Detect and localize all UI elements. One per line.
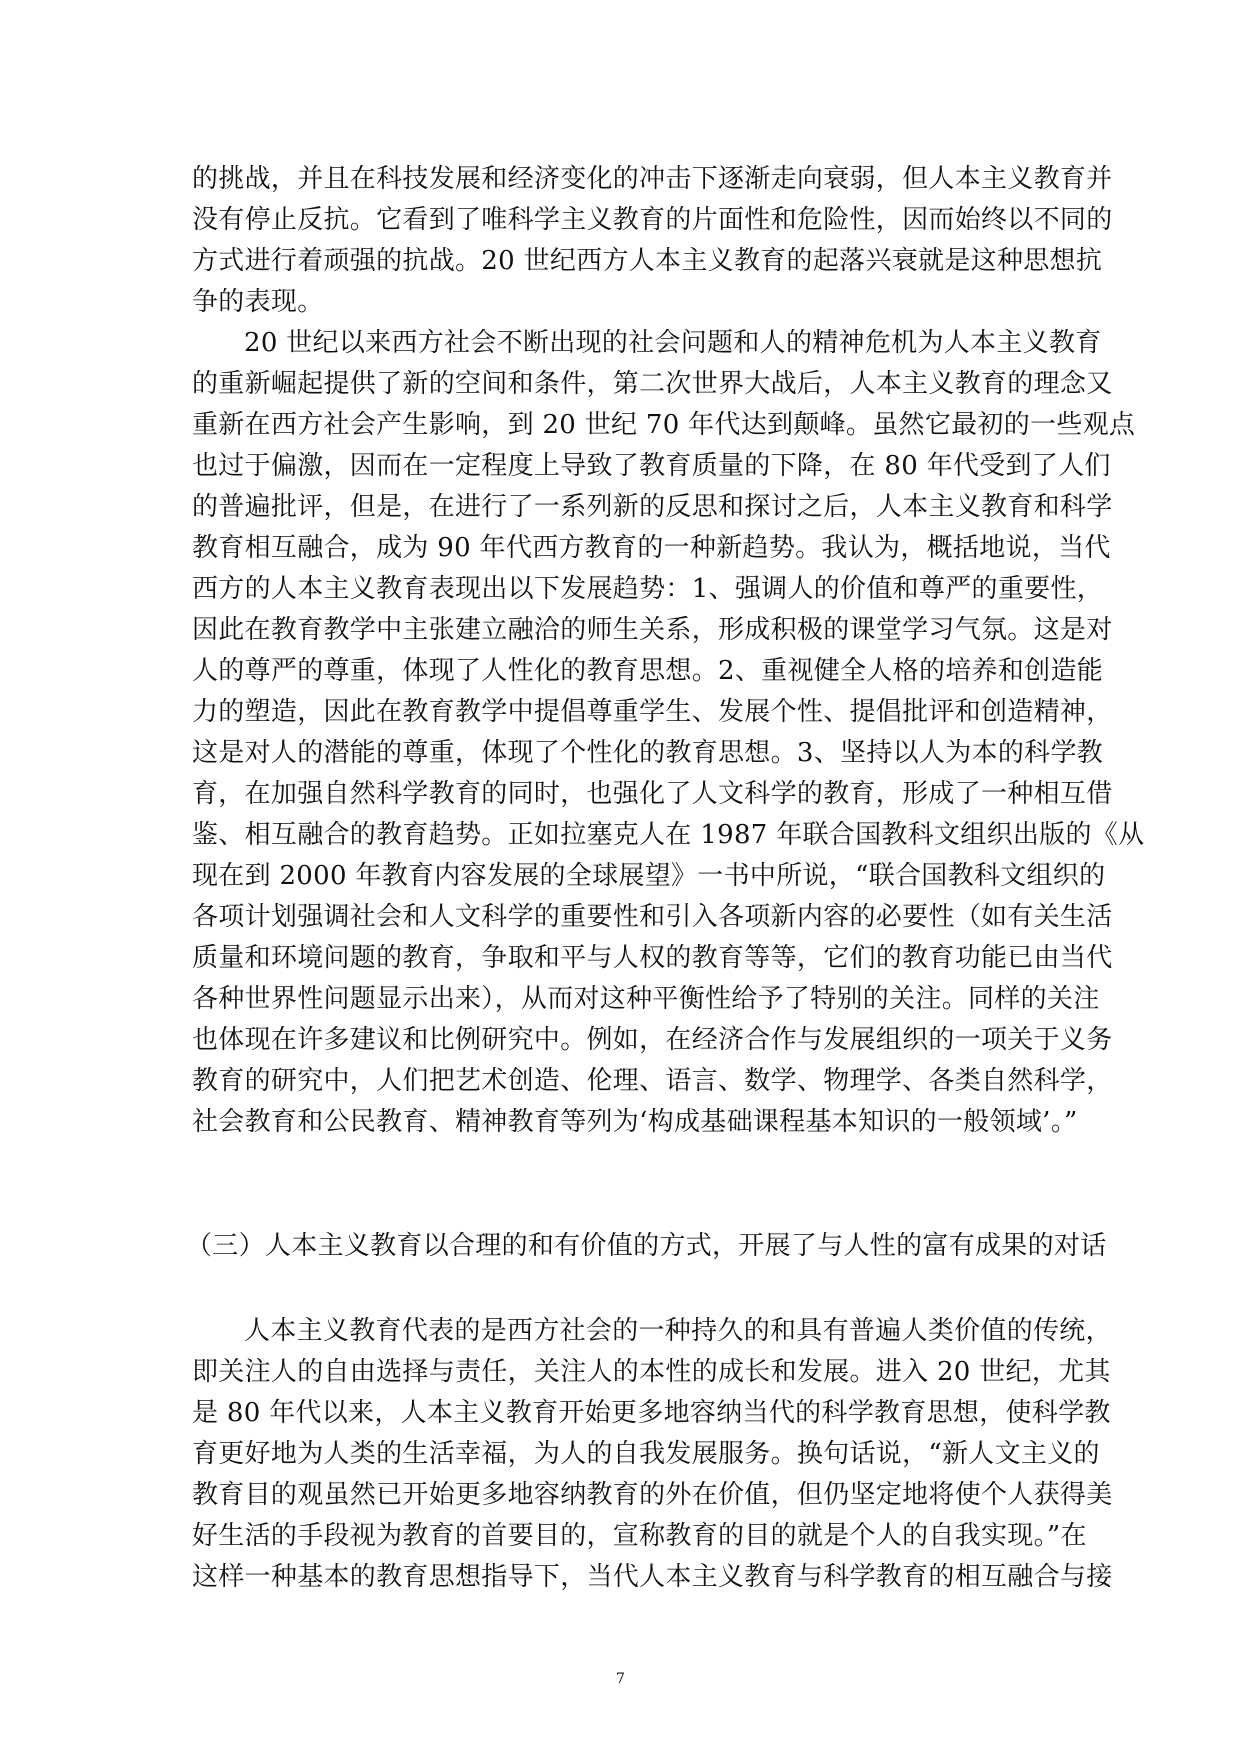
text-line: 争的表现。 bbox=[192, 287, 324, 317]
text-line: 20 世纪以来西方社会不断出现的社会问题和人的精神危机为人本主义教育 bbox=[244, 328, 1102, 358]
text-line: 的挑战，并且在科技发展和经济变化的冲击下逐渐走向衰弱，但人本主义教育并 bbox=[192, 164, 1113, 194]
text-line: 重新在西方社会产生影响，到 20 世纪 70 年代达到颠峰。虽然它最初的一些观点 bbox=[192, 410, 1136, 440]
text-line: 好生活的手段视为教育的首要目的，宣称教育的目的就是个人的自我实现。”在 bbox=[192, 1521, 1087, 1551]
text-line: 人的尊严的尊重，体现了人性化的教育思想。2、重视健全人格的培养和创造能 bbox=[192, 656, 1104, 686]
text-line: 教育相互融合，成为 90 年代西方教育的一种新趋势。我认为，概括地说，当代 bbox=[192, 533, 1111, 563]
text-line: 是 80 年代以来，人本主义教育开始更多地容纳当代的科学教育思想，使科学教 bbox=[192, 1398, 1111, 1428]
text-line: 各种世界性问题显示出来），从而对这种平衡性给予了特别的关注。同样的关注 bbox=[192, 984, 1100, 1014]
text-line: 现在到 2000 年教育内容发展的全球展望》一书中所说，“联合国教科文组织的 bbox=[192, 861, 1106, 891]
text-line: 的重新崛起提供了新的空间和条件，第二次世界大战后，人本主义教育的理念又 bbox=[192, 369, 1113, 399]
text-line: 这是对人的潜能的尊重，体现了个性化的教育思想。3、坚持以人为本的科学教 bbox=[192, 738, 1104, 768]
text-line: 鉴、相互融合的教育趋势。正如拉塞克人在 1987 年联合国教科文组织出版的《从 bbox=[192, 820, 1145, 850]
text-line: 力的塑造，因此在教育教学中提倡尊重学生、发展个性、提倡批评和创造精神， bbox=[192, 697, 1113, 727]
text-line: 这样一种基本的教育思想指导下，当代人本主义教育与科学教育的相互融合与接 bbox=[192, 1562, 1113, 1592]
text-line: 也过于偏激，因而在一定程度上导致了教育质量的下降，在 80 年代受到了人们 bbox=[192, 451, 1111, 481]
text-line: 教育的研究中，人们把艺术创造、伦理、语言、数学、物理学、各类自然科学， bbox=[192, 1066, 1113, 1096]
section-heading: （三）人本主义教育以合理的和有价值的方式，开展了与人性的富有成果的对话 bbox=[186, 1231, 1107, 1261]
text-line: 教育目的观虽然已开始更多地容纳教育的外在价值，但仍坚定地将使个人获得美 bbox=[192, 1480, 1113, 1510]
text-line: 人本主义教育代表的是西方社会的一种持久的和具有普遍人类价值的传统， bbox=[244, 1316, 1112, 1346]
text-line: 也体现在许多建议和比例研究中。例如，在经济合作与发展组织的一项关于义务 bbox=[192, 1025, 1113, 1055]
text-line: 社会教育和公民教育、精神教育等列为‘构成基础课程基本知识的一般领域’。” bbox=[192, 1107, 1078, 1137]
paragraph-1 bbox=[192, 159, 1113, 323]
text-line: 即关注人的自由选择与责任，关注人的本性的成长和发展。进入 20 世纪，尤其 bbox=[192, 1357, 1111, 1387]
text-line: 没有停止反抗。它看到了唯科学主义教育的片面性和危险性，因而始终以不同的 bbox=[192, 205, 1113, 235]
paragraph-2 bbox=[192, 323, 1145, 1143]
text-line: 各项计划强调社会和人文科学的重要性和引入各项新内容的必要性（如有关生活 bbox=[192, 902, 1113, 932]
text-line: 质量和环境问题的教育，争取和平与人权的教育等等，它们的教育功能已由当代 bbox=[192, 943, 1113, 973]
text-line: 的普遍批评，但是，在进行了一系列新的反思和探讨之后，人本主义教育和科学 bbox=[192, 492, 1113, 522]
paragraph-3 bbox=[192, 1311, 1113, 1598]
text-line: 方式进行着顽强的抗战。20 世纪西方人本主义教育的起落兴衰就是这种思想抗 bbox=[192, 246, 1103, 276]
page-number: 7 bbox=[616, 1671, 625, 1687]
text-line: 西方的人本主义教育表现出以下发展趋势：1、强调人的价值和尊严的重要性， bbox=[192, 574, 1104, 604]
text-line: 育，在加强自然科学教育的同时，也强化了人文科学的教育，形成了一种相互借 bbox=[192, 779, 1113, 809]
text-line: 因此在教育教学中主张建立融洽的师生关系，形成积极的课堂学习气氛。这是对 bbox=[192, 615, 1113, 645]
text-line: 育更好地为人类的生活幸福，为人的自我发展服务。换句话说，“新人文主义的 bbox=[192, 1439, 1100, 1469]
